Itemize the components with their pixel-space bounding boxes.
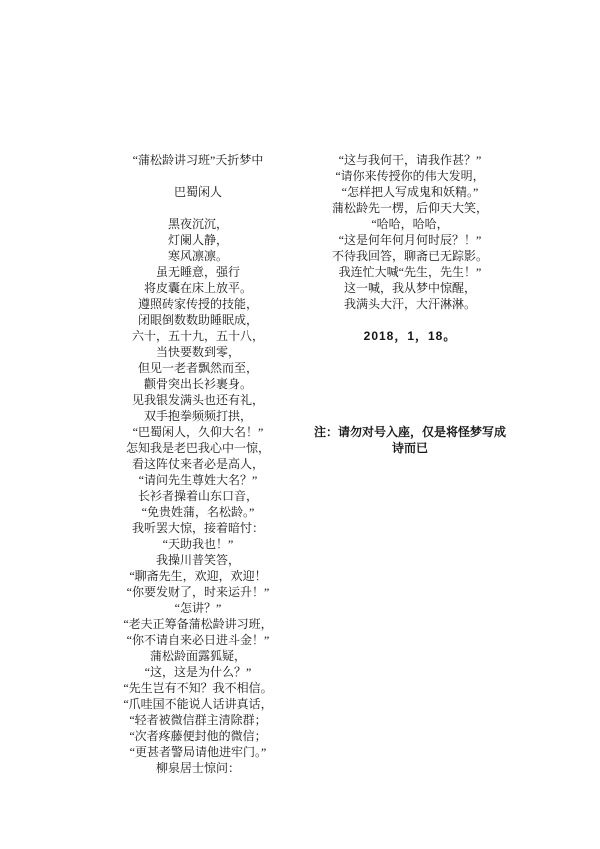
poem-line: “哈哈，哈哈， — [371, 217, 449, 231]
poem-line: “老夫正筹备蒲松龄讲习班， — [123, 617, 273, 631]
poem-line: “聊斋先生，欢迎，欢迎！ — [129, 569, 267, 583]
poem-line: 双手抱拳频频打拱， — [143, 409, 252, 423]
poem-line: “怎样把人写成鬼和妖精。” — [341, 185, 479, 199]
poem-line: “巴蜀闲人，久仰大名！” — [132, 425, 264, 439]
poem-line: 遵照砖家传授的技能， — [137, 297, 258, 311]
poem-line: 蒲松龄面露狐疑， — [149, 649, 246, 663]
poem-line: “请你来传授你的伟大发明， — [335, 169, 485, 183]
poem-line: 六十，五十九，五十八， — [131, 329, 264, 343]
poem-line: 颧骨突出长衫裹身。 — [143, 377, 252, 391]
blank-line — [93, 200, 303, 216]
poem-line: “怎讲？” — [174, 601, 222, 615]
poem-line: “这与我何干，请我作甚？” — [338, 153, 482, 167]
poem-line: 看这阵仗来者必是高人， — [131, 457, 264, 471]
blank-line — [305, 360, 515, 376]
poem-line: 见我银发满头也还有礼， — [131, 393, 264, 407]
poem-line: “更甚者警局请他进牢门。” — [129, 745, 267, 759]
poem-line: 我听罢大惊，接着暗忖： — [131, 521, 264, 535]
poem-title: “蒲松龄讲习班”夭折梦中 — [132, 153, 264, 167]
blank-line — [305, 408, 515, 424]
poem-note-line1: 注：请勿对号入座，仅是将怪梦写成 — [313, 425, 506, 439]
poem-line: 怎知我是老巴我心中一惊， — [125, 441, 270, 455]
blank-line — [305, 392, 515, 408]
poem-line: “爪哇国不能说人话讲真话， — [123, 697, 273, 711]
poem-line: 我操川普笑答， — [155, 553, 240, 567]
poem-line: 黑夜沉沉， — [167, 217, 228, 231]
poem-line: 闭眼倒数数助睡眠成， — [137, 313, 258, 327]
poem-line: “这，这是为什么？” — [144, 665, 252, 679]
poem-line: 不待我回答，聊斋已无踪影。 — [331, 249, 488, 263]
right-column — [305, 152, 515, 456]
poem-line: 我连忙大喊“先生，先生！” — [338, 265, 482, 279]
blank-line — [305, 376, 515, 392]
left-column — [93, 152, 303, 776]
poem-line: 我满头大汗，大汗淋淋。 — [343, 297, 476, 311]
poem-author: 巴蜀闲人 — [173, 185, 222, 199]
poem-line: 这一喊，我从梦中惊醒， — [343, 281, 476, 295]
poem-line: 灯阑人静， — [167, 233, 228, 247]
blank-line — [305, 344, 515, 360]
poem-line: 当快要数到零， — [155, 345, 240, 359]
poem-line: 将皮囊在床上放平。 — [143, 281, 252, 295]
poem-date: 2018，1，18。 — [363, 329, 457, 343]
blank-line — [305, 312, 515, 328]
poem-line: “这是何年何月何时辰？！” — [338, 233, 482, 247]
poem-body-left — [93, 216, 303, 776]
poem-line: “请问先生尊姓大名？” — [138, 473, 258, 487]
poem-line: “你要发财了，时来运升！” — [126, 585, 270, 599]
poem-line: 蒲松龄先一楞，后仰天大笑， — [331, 201, 488, 215]
blank-line — [93, 168, 303, 184]
poem-note-line2: 诗而已 — [391, 441, 428, 455]
poem-line: 虽无睡意，强行 — [155, 265, 240, 279]
poem-line: “轻者被微信群主清除群； — [129, 713, 267, 727]
poem-line: 柳泉居士惊问： — [155, 761, 240, 775]
poem-body-right — [305, 152, 515, 312]
poem-line: “先生岂有不知？我不相信。 — [123, 681, 273, 695]
poem-line: “免贵姓蒲，名松龄。” — [141, 505, 255, 519]
poem-line: 寒风凛凛。 — [167, 249, 228, 263]
poem-line: 长衫者操着山东口音， — [137, 489, 258, 503]
poem-line: 但见一老者飘然而至， — [137, 361, 258, 375]
poem-line: “你不请自来必日进斗金！” — [126, 633, 270, 647]
poem-line: “次者疼藤便封他的微信； — [129, 729, 267, 743]
poem-line: “天助我也！” — [162, 537, 234, 551]
